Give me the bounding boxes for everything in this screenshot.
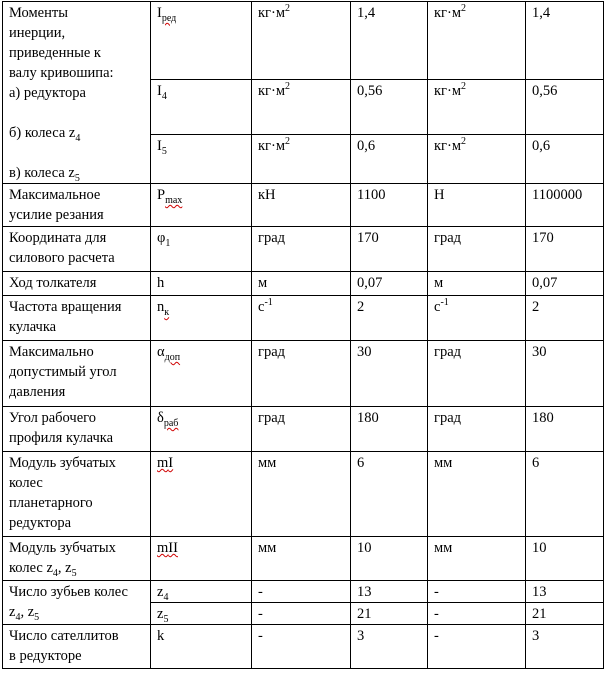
unit-cell: $кг\cdot м^2$: [252, 2, 351, 80]
symbol-cell: $I_5$: [151, 134, 252, 183]
value-cell: 0,6: [526, 134, 604, 183]
unit-cell: кН: [252, 184, 351, 227]
value-cell: 30: [351, 341, 428, 407]
param-name-line: приведенные к: [9, 45, 101, 61]
value-cell: 180: [351, 407, 428, 452]
value-cell: 170: [526, 227, 604, 272]
unit-cell: $кг\cdot м^2$: [428, 79, 526, 134]
value-cell: 0,56: [526, 79, 604, 134]
value-cell: 30: [526, 341, 604, 407]
value-cell: 6: [351, 452, 428, 537]
unit-cell: мм: [428, 452, 526, 537]
param-name-line: а) редуктора: [9, 85, 86, 101]
unit-cell: -: [252, 581, 351, 603]
table-row: [3, 625, 604, 669]
value-cell: 3: [526, 625, 604, 669]
value-cell: 1,4: [351, 2, 428, 80]
symbol-cell: $z_4$: [151, 581, 252, 603]
value-cell: 0,07: [351, 272, 428, 296]
value-cell: 21: [526, 603, 604, 625]
param-name-line: в) колеса $z_5$: [9, 165, 80, 184]
symbol-cell: $n_к$: [151, 296, 252, 341]
value-cell: 3: [351, 625, 428, 669]
table-row: [3, 581, 604, 603]
table-row: [3, 272, 604, 296]
value-cell: 170: [351, 227, 428, 272]
value-cell: 0,56: [351, 79, 428, 134]
unit-cell: $с^{-1}$: [428, 296, 526, 341]
unit-cell: м: [252, 272, 351, 296]
unit-cell: град: [428, 407, 526, 452]
unit-cell: $кг\cdot м^2$: [252, 134, 351, 183]
unit-cell: -: [252, 603, 351, 625]
unit-cell: $кг\cdot м^2$: [428, 2, 526, 80]
value-cell: 180: [526, 407, 604, 452]
value-cell: 1100000: [526, 184, 604, 227]
symbol-cell: h: [151, 272, 252, 296]
table-row: [3, 452, 604, 537]
unit-cell: град: [252, 227, 351, 272]
symbol-cell: mI: [151, 452, 252, 537]
table-row: [3, 341, 604, 407]
param-name-cell: Ход толкателя: [3, 272, 151, 296]
param-name-cell: Максимально допустимый угол давления: [3, 341, 151, 407]
param-name-cell: [3, 2, 151, 184]
param-name-line: б) колеса $z_4$: [9, 125, 81, 144]
value-cell: 13: [351, 581, 428, 603]
table-row: [3, 537, 604, 581]
table-row: [3, 296, 604, 341]
unit-cell: $кг\cdot м^2$: [428, 134, 526, 183]
unit-cell: -: [428, 625, 526, 669]
param-name-cell: Число зубьев колес $z_4$, $z_5$: [3, 581, 151, 625]
unit-cell: мм: [428, 537, 526, 581]
value-cell: 10: [526, 537, 604, 581]
unit-cell: м: [428, 272, 526, 296]
unit-cell: $кг\cdot м^2$: [252, 79, 351, 134]
unit-cell: $с^{-1}$: [252, 296, 351, 341]
value-cell: 2: [351, 296, 428, 341]
param-name-cell: Модуль зубчатых колес планетарного редуктора: [3, 452, 151, 537]
param-name-cell: Максимальное усилие резания: [3, 184, 151, 227]
symbol-cell: $P_{max}$: [151, 184, 252, 227]
unit-cell: град: [252, 341, 351, 407]
symbol-cell: mII: [151, 537, 252, 581]
unit-cell: Н: [428, 184, 526, 227]
param-name-cell: Число сателлитов в редукторе: [3, 625, 151, 669]
table-row: [3, 407, 604, 452]
unit-cell: мм: [252, 452, 351, 537]
value-cell: 13: [526, 581, 604, 603]
unit-cell: -: [252, 625, 351, 669]
symbol-cell: k: [151, 625, 252, 669]
unit-cell: -: [428, 581, 526, 603]
symbol-cell: $z_5$: [151, 603, 252, 625]
table-row: [3, 227, 604, 272]
value-cell: 0,07: [526, 272, 604, 296]
param-name-line: Моменты: [9, 5, 68, 21]
table-row: [3, 2, 604, 80]
symbol-cell: $\delta_{раб}$: [151, 407, 252, 452]
unit-cell: -: [428, 603, 526, 625]
symbol-cell: $I_4$: [151, 79, 252, 134]
symbol-cell: $I_{ред}$: [151, 2, 252, 80]
value-cell: 2: [526, 296, 604, 341]
param-name-cell: Модуль зубчатых колес $z_4$, $z_5$: [3, 537, 151, 581]
value-cell: 0,6: [351, 134, 428, 183]
param-name-line: инерции,: [9, 25, 66, 41]
table-row: [3, 184, 604, 227]
unit-cell: град: [428, 341, 526, 407]
value-cell: 1100: [351, 184, 428, 227]
unit-cell: град: [252, 407, 351, 452]
value-cell: 6: [526, 452, 604, 537]
value-cell: 10: [351, 537, 428, 581]
unit-cell: град: [428, 227, 526, 272]
param-name-line: валу кривошипа:: [9, 65, 114, 81]
param-name-cell: Угол рабочего профиля кулачка: [3, 407, 151, 452]
symbol-cell: $\varphi_1$: [151, 227, 252, 272]
symbol-cell: $\alpha_{доп}$: [151, 341, 252, 407]
unit-cell: мм: [252, 537, 351, 581]
value-cell: 1,4: [526, 2, 604, 80]
value-cell: 21: [351, 603, 428, 625]
param-name-cell: Частота вращения кулачка: [3, 296, 151, 341]
parameters-table: [2, 1, 604, 669]
param-name-cell: Координата для силового расчета: [3, 227, 151, 272]
